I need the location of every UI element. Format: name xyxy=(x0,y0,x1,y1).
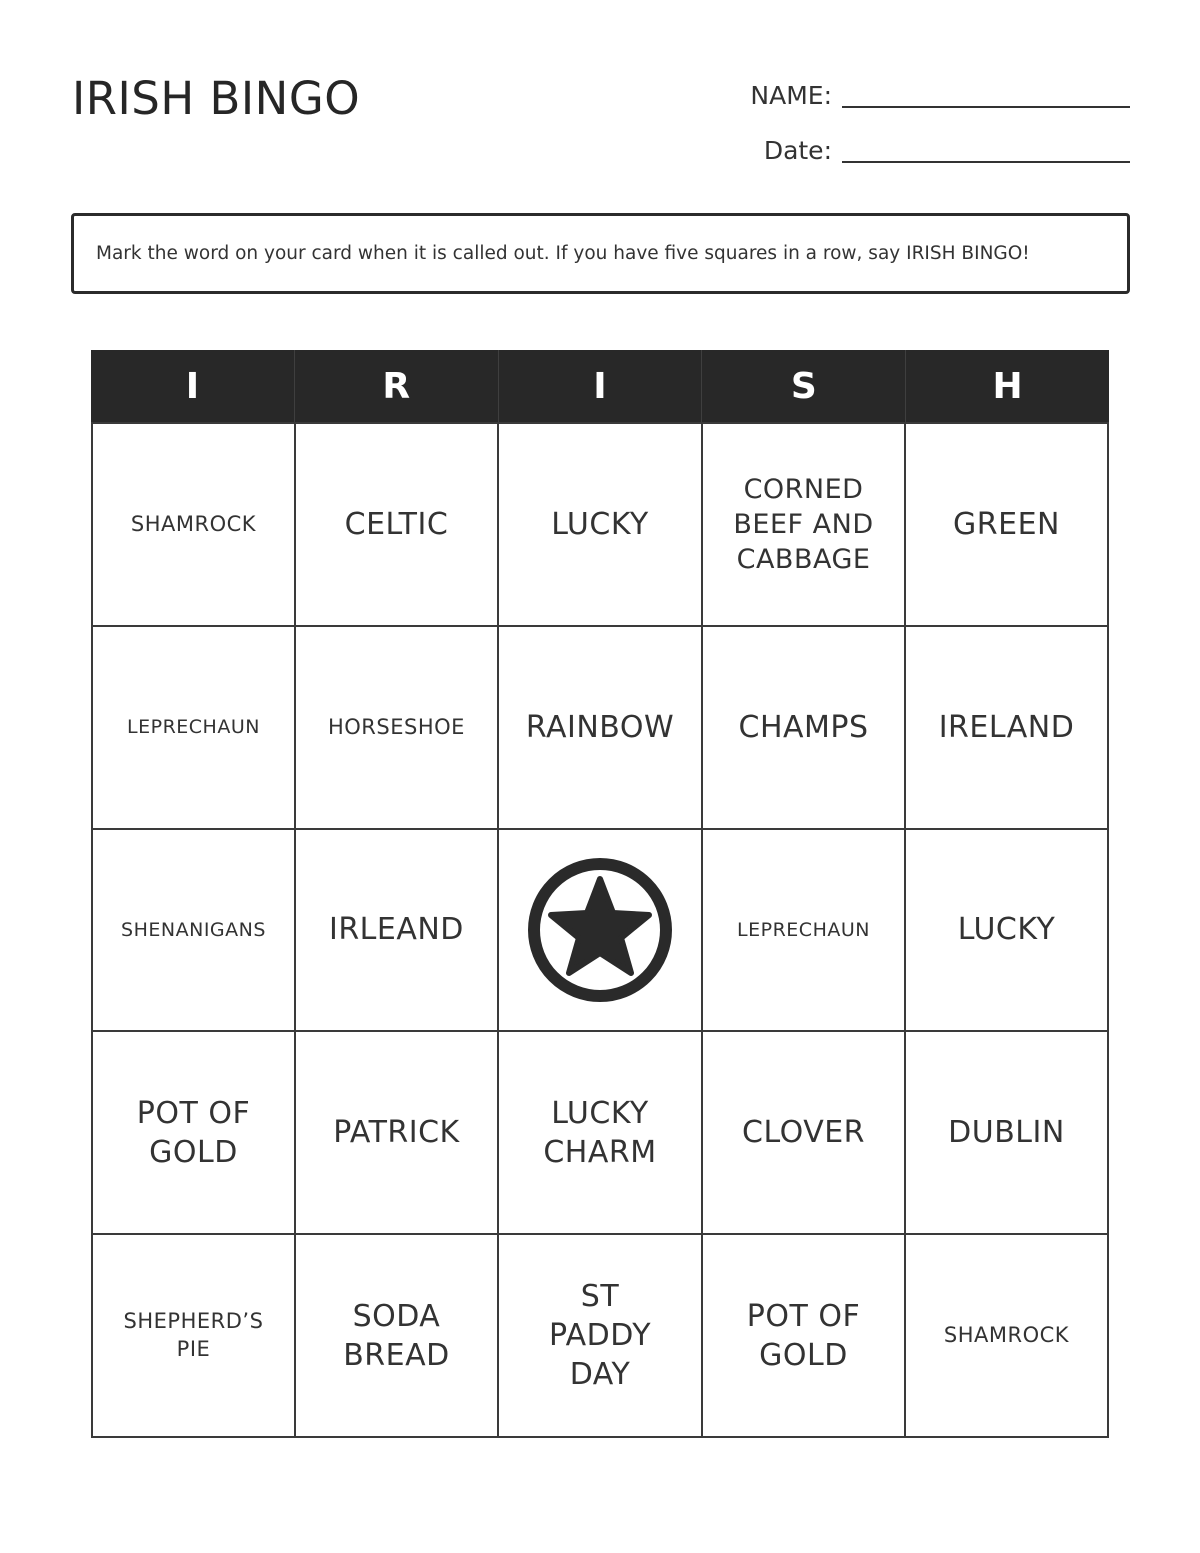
bingo-cell[interactable]: ST PADDY DAY xyxy=(499,1235,703,1438)
bingo-cell[interactable]: POT OF GOLD xyxy=(703,1235,906,1438)
bingo-cell[interactable]: CORNED BEEF AND CABBAGE xyxy=(703,424,906,627)
bingo-cell[interactable]: LEPRECHAUN xyxy=(703,830,906,1033)
name-label: NAME: xyxy=(750,81,832,110)
bingo-cell[interactable]: LUCKY xyxy=(499,424,703,627)
instructions-text: Mark the word on your card when it is called out. If you have five squares in a row, say IRISH BINGO! xyxy=(96,243,1030,264)
page-title: IRISH BINGO xyxy=(72,72,361,125)
name-blank-line[interactable] xyxy=(842,80,1130,108)
bingo-cell[interactable]: IRLEAND xyxy=(296,830,499,1033)
bingo-cell[interactable]: LUCKY CHARM xyxy=(499,1032,703,1235)
bingo-header-row xyxy=(91,350,1109,422)
bingo-cell[interactable]: GREEN xyxy=(906,424,1109,627)
bingo-card xyxy=(91,350,1109,1438)
header-letter-r: R xyxy=(295,350,499,422)
name-field-row xyxy=(740,80,1130,108)
bingo-grid xyxy=(91,422,1109,1438)
header-letter-i: I xyxy=(91,350,295,422)
header-letter-h: H xyxy=(992,365,1023,407)
date-field-row xyxy=(740,135,1130,163)
header-letter-s: S xyxy=(702,350,906,422)
bingo-cell[interactable]: LEPRECHAUN xyxy=(93,627,296,830)
bingo-cell[interactable]: SHAMROCK xyxy=(906,1235,1109,1438)
instructions-box xyxy=(71,213,1130,294)
date-blank-line[interactable] xyxy=(842,135,1130,163)
bingo-cell[interactable]: DUBLIN xyxy=(906,1032,1109,1235)
bingo-cell[interactable]: CELTIC xyxy=(296,424,499,627)
bingo-cell[interactable]: SODA BREAD xyxy=(296,1235,499,1438)
bingo-cell[interactable]: IRELAND xyxy=(906,627,1109,830)
date-label: Date: xyxy=(763,136,832,165)
star-in-circle-icon xyxy=(525,855,675,1005)
bingo-cell[interactable]: CLOVER xyxy=(703,1032,906,1235)
bingo-cell[interactable]: SHAMROCK xyxy=(93,424,296,627)
bingo-cell[interactable]: POT OF GOLD xyxy=(93,1032,296,1235)
bingo-cell[interactable]: LUCKY xyxy=(906,830,1109,1033)
header-letter-i-2: I xyxy=(499,350,703,422)
bingo-cell[interactable]: SHENANIGANS xyxy=(93,830,296,1033)
bingo-cell[interactable]: HORSESHOE xyxy=(296,627,499,830)
bingo-cell[interactable]: CHAMPS xyxy=(703,627,906,830)
bingo-cell[interactable]: RAINBOW xyxy=(499,627,703,830)
bingo-cell[interactable]: PATRICK xyxy=(296,1032,499,1235)
free-space-cell[interactable] xyxy=(499,830,703,1033)
bingo-cell[interactable]: SHEPHERD’S PIE xyxy=(93,1235,296,1438)
